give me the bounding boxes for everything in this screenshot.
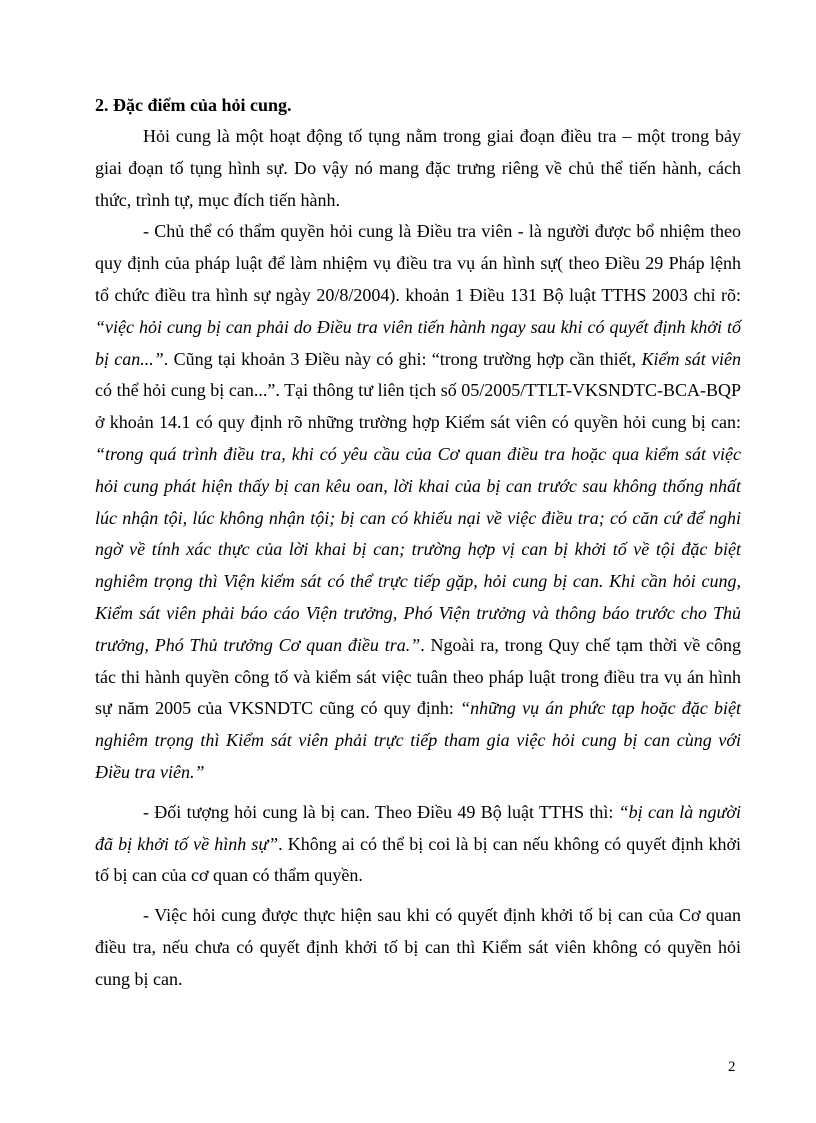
paragraph-text: - Đối tượng hỏi cung là bị can. Theo Điều 49 Bộ luật TTHS thì: — [143, 801, 619, 822]
paragraph-text: - Việc hỏi cung được thực hiện sau khi có quyết định khởi tố bị can của Cơ quan điều tra, nếu chưa có quyết định khởi tố bị can thì Kiểm sát viên không có quyền hỏi cung bị can. — [95, 905, 741, 989]
quoted-text: “những vụ án phức tạp hoặc đặc biệt nghiêm trọng thì Kiểm sát viên phải trực tiếp tham gia việc hỏi cung bị can cùng với Điều tra viên.” — [95, 698, 741, 782]
page-number: 2 — [728, 1059, 736, 1075]
paragraph-text: có thể hỏi cung bị can...”. Tại thông tư liên tịch số 05/2005/TTLT-VKSNDTC-BCA-BQP ở khoản 14.1 có quy định rõ những trường hợp Kiểm sát viên có quyền hỏi cung bị can: — [95, 380, 741, 433]
paragraph-text: . Ngoài ra, trong Quy chế tạm thời về công tác thi hành quyền công tố và kiểm sát việc tuân theo pháp luật trong điều tra vụ án hình sự năm 2005 của VKSNDTC cũng có quy định: — [95, 634, 742, 719]
body-paragraph — [95, 797, 741, 892]
body-paragraph — [95, 900, 741, 995]
quoted-text: “việc hỏi cung bị can phải do Điều tra viên tiến hành ngay sau khi có quyết định khởi tố bị can...” — [95, 316, 741, 369]
quoted-text: “bị can là người đã bị khởi tố về hình sự” — [95, 801, 741, 854]
document-page — [95, 89, 741, 996]
section-heading: 2. Đặc điểm của hỏi cung. — [95, 95, 292, 115]
document-body — [95, 121, 741, 996]
body-paragraph — [95, 216, 741, 788]
paragraph-text: . Không ai có thể bị coi là bị can nếu không có quyết định khởi tố bị can của cơ quan có thẩm quyền. — [95, 833, 741, 886]
paragraph-text: - Chủ thể có thẩm quyền hỏi cung là Điều tra viên - là người được bổ nhiệm theo quy định của pháp luật để làm nhiệm vụ điều tra vụ án hình sự( theo Điều 29 Pháp lệnh tổ chức điều tra hình sự ngày 20/8/2004). khoản 1 Điều 131 Bộ luật TTHS 2003 chỉ rõ: — [95, 221, 741, 305]
paragraph-text: . Cũng tại khoản 3 Điều này có ghi: “trong trường hợp cần thiết, — [163, 348, 642, 369]
quoted-text: Kiểm sát viên — [641, 348, 741, 369]
quoted-text: “trong quá trình điều tra, khi có yêu cầu của Cơ quan điều tra hoặc qua kiểm sát việc hỏi cung phát hiện thấy bị can kêu oan, lời khai của bị can trước sau không thống nhất lúc nhận tội, lúc không nhận tội; bị can có khiếu nại về việc điều tra; có căn cứ để nghi ngờ về tính xác thực của lời khai bị can; trường hợp vị can bị khởi tố về tội đặc biệt nghiêm trọng thì Viện kiểm sát có thể trực tiếp gặp, hỏi cung bị can. Khi cần hỏi cung, Kiểm sát viên phải báo cáo Viện trưởng, Phó Viện trưởng và thông báo trước cho Thủ trưởng, Phó Thủ trưởng Cơ quan điều tra.” — [95, 443, 741, 655]
paragraph-text: Hỏi cung là một hoạt động tố tụng nằm trong giai đoạn điều tra – một trong bảy giai đoạn tố tụng hình sự. Do vậy nó mang đặc trưng riêng về chủ thể tiến hành, cách thức, trình tự, mục đích tiến hành. — [95, 126, 741, 210]
body-paragraph — [95, 121, 741, 216]
